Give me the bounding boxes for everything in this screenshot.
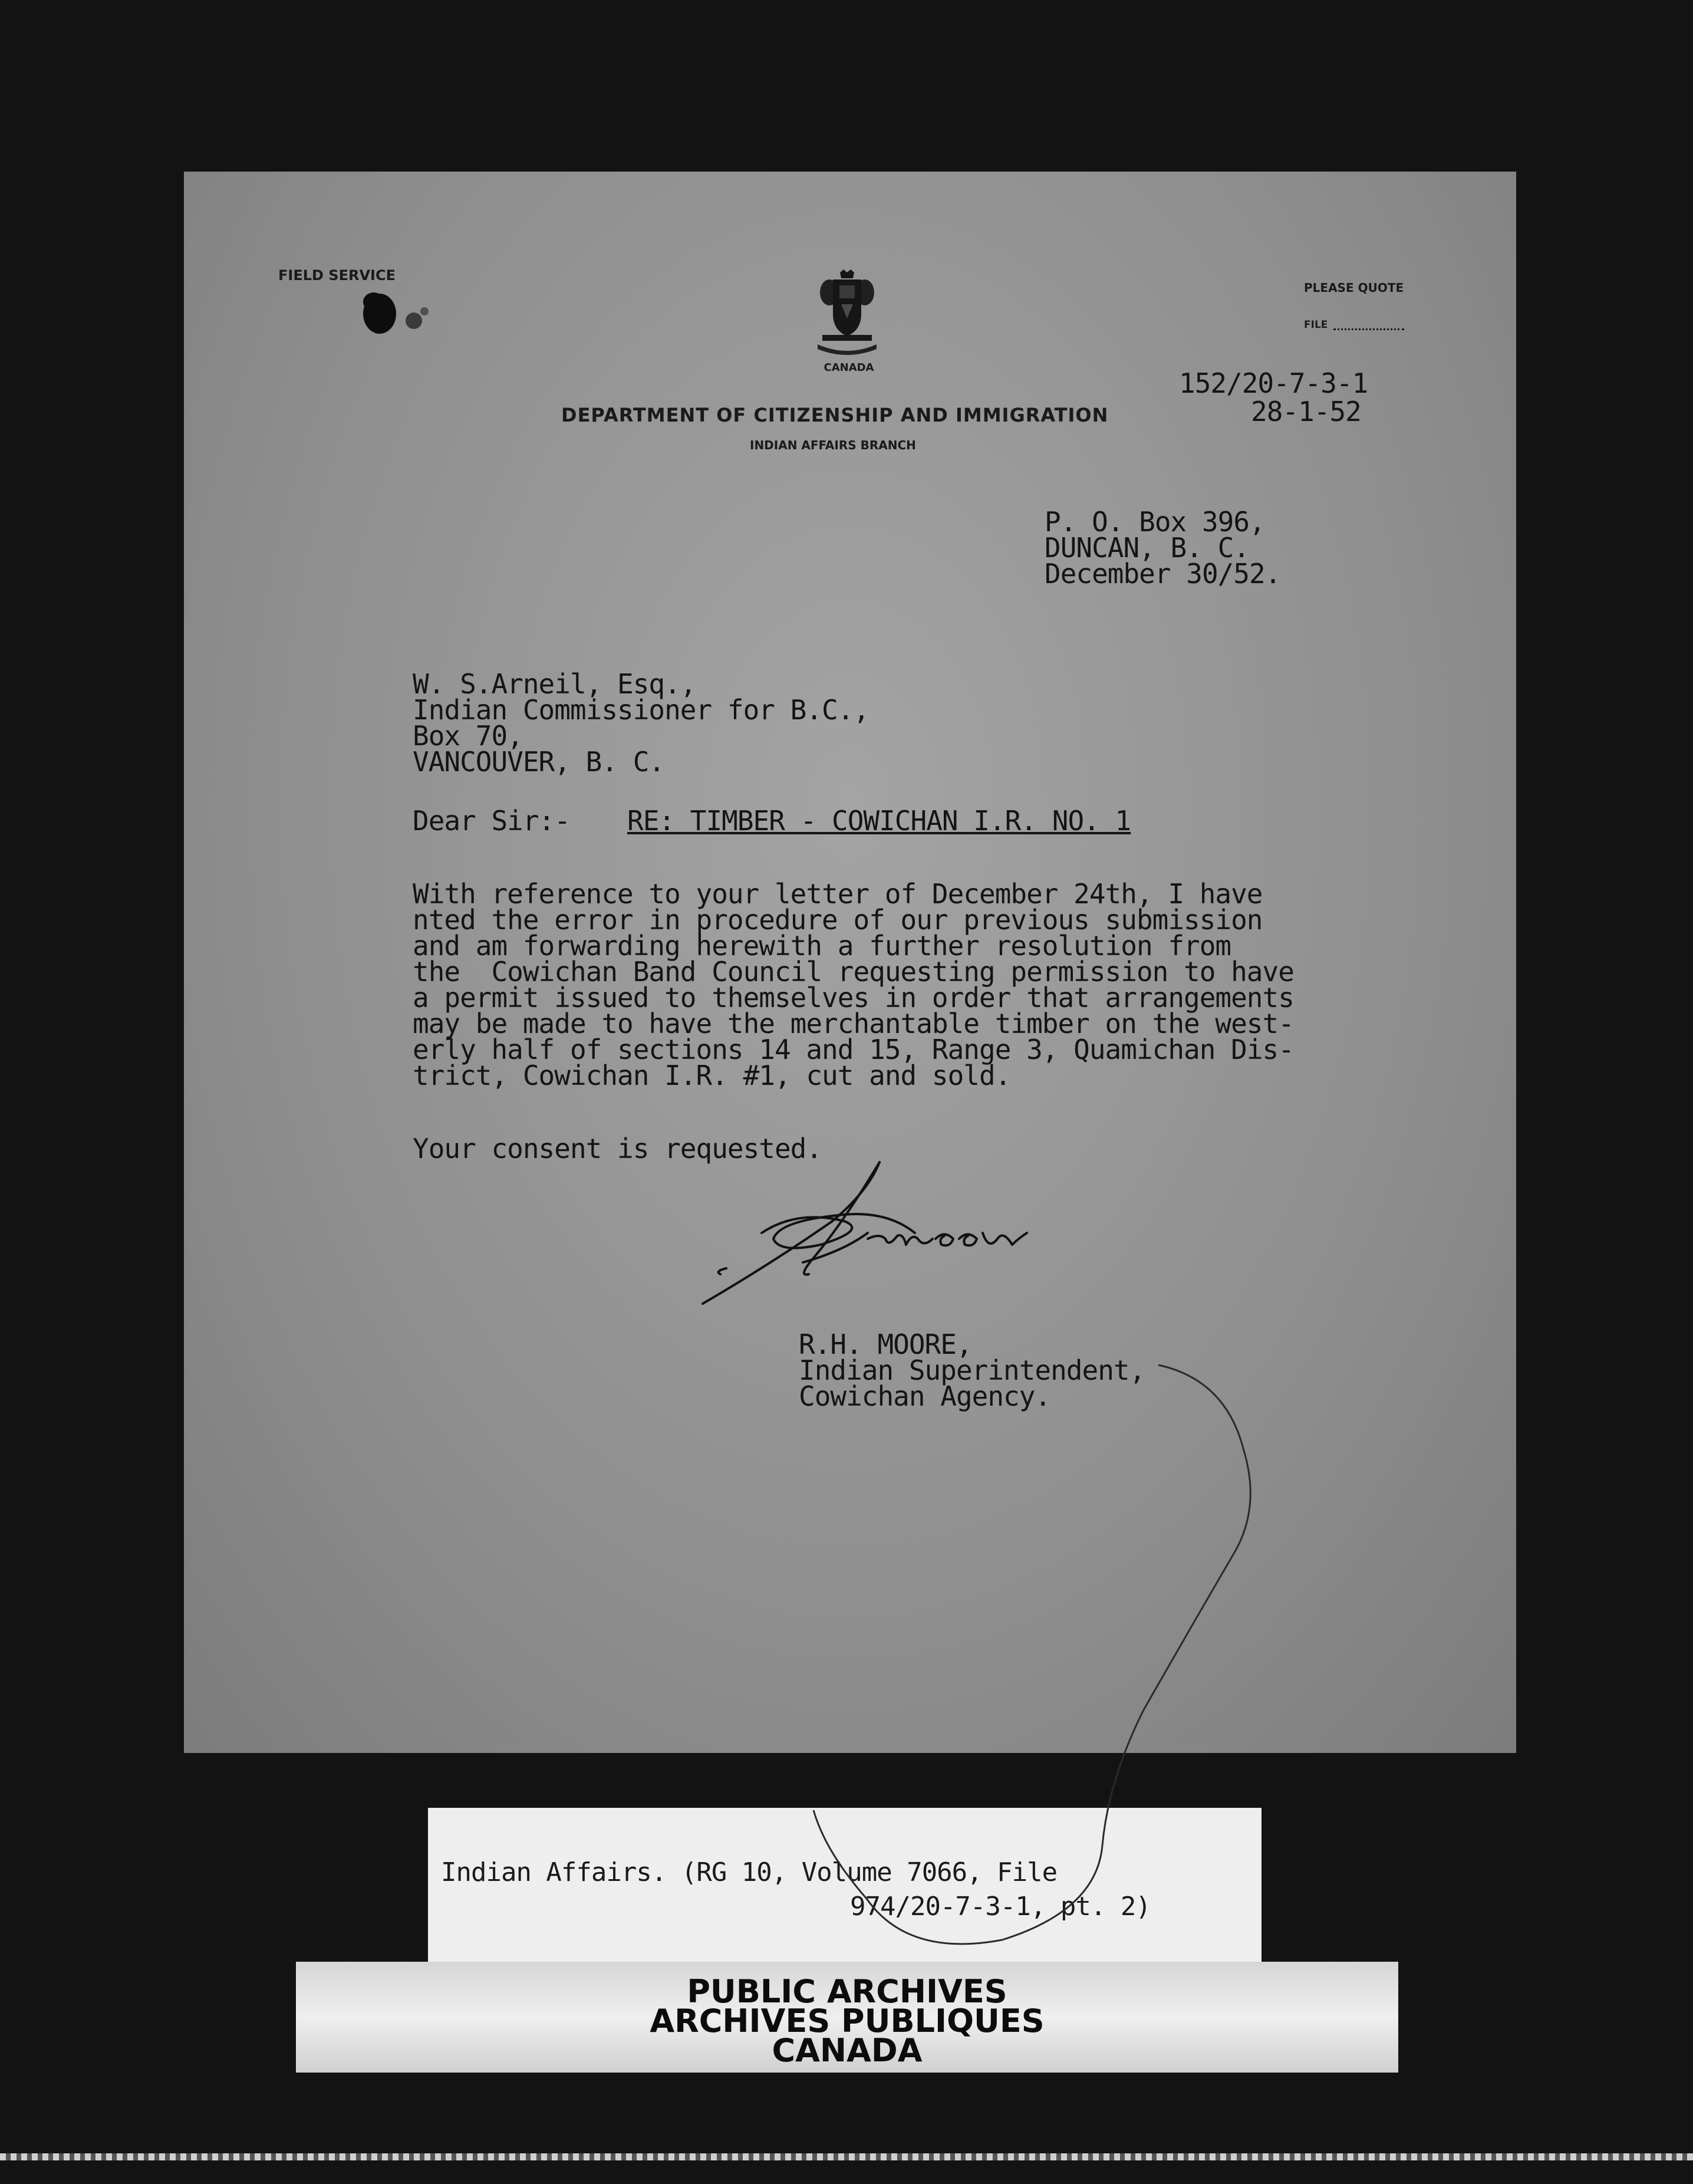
archive-reference-line: 974/20-7-3-1, pt. 2) — [850, 1892, 1151, 1922]
subject-line: RE: TIMBER - COWICHAN I.R. NO. 1 — [627, 805, 1131, 837]
body-line: trict, Cowichan I.R. #1, cut and sold. — [413, 1060, 1011, 1091]
archive-stamp-line: PUBLIC ARCHIVES — [687, 1973, 1007, 2010]
signer-title: Indian Superintendent, — [799, 1354, 1145, 1386]
closing-line: Your consent is requested. — [413, 1133, 822, 1165]
branch-heading: INDIAN AFFAIRS BRANCH — [750, 438, 916, 452]
archive-reference-line: Indian Affairs. (RG 10, Volume 7066, File — [441, 1857, 1058, 1887]
canada-label: CANADA — [824, 361, 874, 374]
film-edge — [0, 2153, 1693, 2160]
sender-address-line: P. O. Box 396, — [1045, 506, 1265, 538]
recipient-line: VANCOUVER, B. C. — [413, 746, 665, 778]
file-reference: 152/20-7-3-1 — [1179, 367, 1368, 399]
body-line: With reference to your letter of December 24th, I have — [413, 878, 1263, 910]
body-line: a permit issued to themselves in order that arrangements — [413, 982, 1294, 1014]
recipient-line: Indian Commissioner for B.C., — [413, 694, 869, 726]
body-line: may be made to have the merchantable timber on the west- — [413, 1008, 1294, 1040]
signer-name: R.H. MOORE, — [799, 1328, 972, 1360]
file-label: FILE — [1304, 319, 1328, 331]
body-line: and am forwarding herewith a further resolution from — [413, 930, 1231, 962]
signer-agency: Cowichan Agency. — [799, 1380, 1051, 1412]
sender-address-line: DUNCAN, B. C. — [1045, 532, 1250, 564]
letter-date: December 30/52. — [1045, 558, 1281, 590]
department-heading: DEPARTMENT OF CITIZENSHIP AND IMMIGRATION — [561, 404, 1109, 426]
file-reference-date: 28-1-52 — [1251, 396, 1361, 427]
please-quote-label: PLEASE QUOTE — [1304, 281, 1404, 295]
recipient-line: Box 70, — [413, 720, 523, 752]
body-line: erly half of sections 14 and 15, Range 3, Quamichan Dis- — [413, 1034, 1294, 1065]
body-line: nted the error in procedure of our previous submission — [413, 904, 1263, 936]
recipient-line: W. S.Arneil, Esq., — [413, 668, 696, 700]
body-line: the Cowichan Band Council requesting permission to have — [413, 956, 1294, 988]
archive-stamp-line: CANADA — [772, 2032, 923, 2069]
field-service-label: FIELD SERVICE — [278, 267, 396, 284]
salutation: Dear Sir:- — [413, 805, 570, 837]
archive-stamp-line: ARCHIVES PUBLIQUES — [650, 2002, 1045, 2040]
